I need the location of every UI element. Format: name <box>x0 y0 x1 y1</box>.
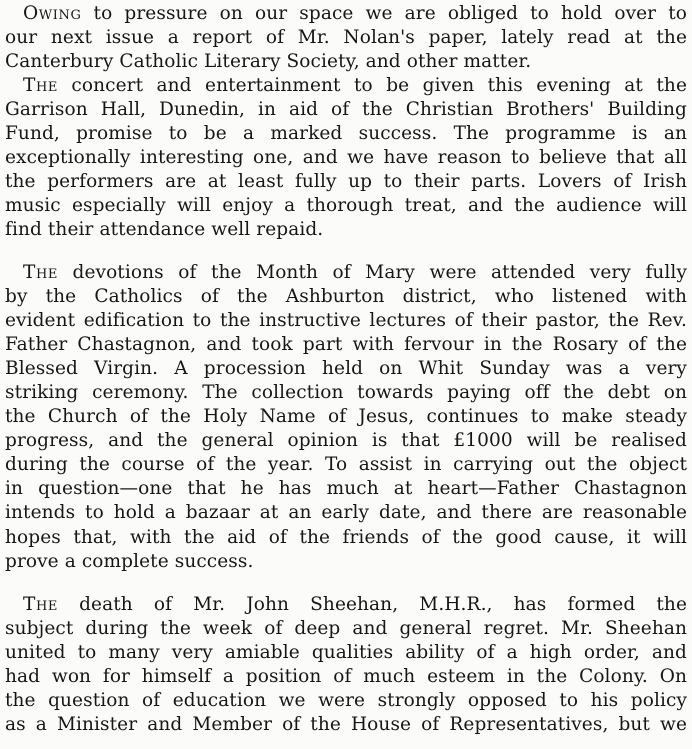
text-line <box>5 261 687 285</box>
text-line: Canterbury Catholic Literary Society, and other matter. <box>5 51 532 73</box>
paragraph-concert <box>5 74 687 242</box>
text-line: hopes that, with the aid of the friends of the good cause, it will <box>5 526 687 548</box>
text-line: prove a complete success. <box>5 550 254 572</box>
paragraph-space-notice <box>5 2 687 74</box>
text-line: during the course of the year. To assist in carrying out the object <box>5 454 687 476</box>
text-line: intends to hold a bazaar at an early date, and there are reasonable <box>5 502 687 524</box>
text-line: Garrison Hall, Dunedin, in aid of the Christian Brothers' Building <box>5 99 687 121</box>
line-text: concert and entertainment to be given this evening at the <box>57 75 687 96</box>
lead-word: The <box>23 75 58 96</box>
text-line: music especially will enjoy a thorough treat, and the audience will <box>5 195 687 217</box>
text-line: Blessed Virgin. A procession held on Whit Sunday was a very <box>5 358 687 380</box>
text-line: Father Chastagnon, and took part with fervour in the Rosary of the <box>5 334 687 356</box>
text-line: exceptionally interesting one, and we have reason to believe that all <box>5 147 687 169</box>
paragraph-sheehan <box>5 593 687 737</box>
paragraph-month-of-mary <box>5 261 687 574</box>
text-line <box>5 74 687 98</box>
lead-word: The <box>23 262 58 283</box>
text-line: the performers are at least fully up to their parts. Lovers of Irish <box>5 171 687 193</box>
text-line: by the Catholics of the Ashburton district, who listened with <box>5 286 687 308</box>
text-line: the question of education we were strongly opposed to his policy <box>5 690 687 712</box>
text-line: progress, and the general opinion is that £1000 will be realised <box>5 430 687 452</box>
lead-word: The <box>23 594 58 615</box>
text-line: find their attendance well repaid. <box>5 219 324 241</box>
line-text: death of Mr. John Sheehan, M.H.R., has formed the <box>57 594 687 615</box>
text-line: united to many very amiable qualities ability of a high order, and <box>5 642 687 664</box>
text-line: had won for himself a position of much esteem in the Colony. On <box>5 666 687 688</box>
text-line <box>5 593 687 617</box>
line-text: devotions of the Month of Mary were attended very fully <box>57 262 687 283</box>
text-line: in question—one that he has much at heart—Father Chastagnon <box>5 478 687 500</box>
text-line: striking ceremony. The collection towards paying off the debt on <box>5 382 687 404</box>
text-line: evident edification to the instructive lectures of their pastor, the Rev. <box>5 310 687 332</box>
text-line <box>5 2 687 26</box>
text-line: as a Minister and Member of the House of Representatives, but we <box>5 714 687 736</box>
lead-word: Owing <box>23 3 82 24</box>
text-line: the Church of the Holy Name of Jesus, continues to make steady <box>5 406 687 428</box>
text-line: subject during the week of deep and general regret. Mr. Sheehan <box>5 618 687 640</box>
text-line: our next issue a report of Mr. Nolan's paper, lately read at the <box>5 27 687 49</box>
line-text: to pressure on our space we are obliged to hold over to <box>81 3 687 24</box>
text-line: Fund, promise to be a marked success. The programme is an <box>5 123 687 145</box>
